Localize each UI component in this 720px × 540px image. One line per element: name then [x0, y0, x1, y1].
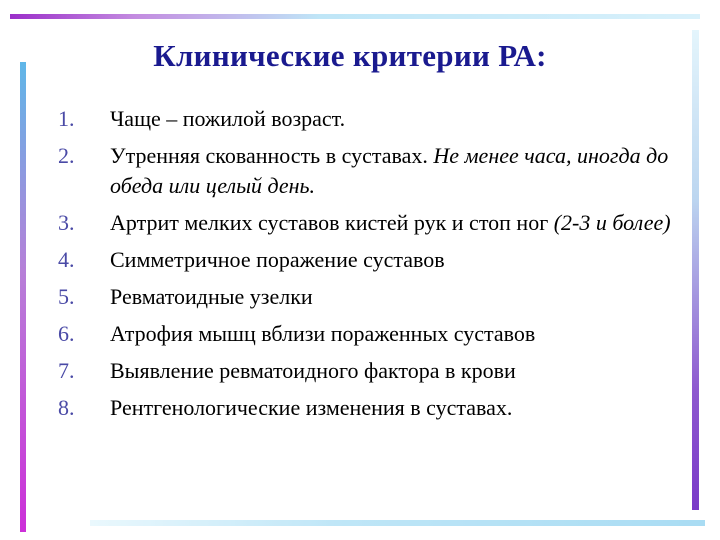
frame-right-bar	[692, 30, 699, 510]
item-text	[110, 208, 671, 238]
item-note: Не менее часа, иногда до обеда или целый день.	[110, 143, 669, 198]
item-main-text: Ревматоидные узелки	[110, 284, 313, 309]
criteria-list	[58, 104, 678, 430]
item-number: 4.	[58, 247, 75, 272]
list-item	[58, 245, 678, 275]
item-text	[110, 319, 535, 349]
item-main-text: Атрофия мышц вблизи пораженных суставов	[110, 321, 536, 346]
item-number: 2.	[58, 143, 75, 168]
frame-top-bar	[10, 14, 700, 19]
frame-bottom-bar	[90, 520, 705, 526]
item-main-text: Рентгенологические изменения в суставах.	[110, 395, 513, 420]
item-main-text: Симметричное поражение суставов	[110, 247, 445, 272]
item-text	[110, 356, 516, 386]
item-main-text: Чаще – пожилой возраст.	[110, 106, 346, 131]
item-text	[110, 141, 678, 201]
item-main-text: Выявление ревматоидного фактора в крови	[110, 358, 516, 383]
item-main-text: Утренняя скованность в суставах.	[110, 143, 434, 168]
item-number: 5.	[58, 284, 75, 309]
slide-title: Клинические критерии РА:	[153, 38, 547, 73]
item-main-text: Артрит мелких суставов кистей рук и стоп ног	[110, 210, 554, 235]
item-text	[110, 393, 512, 423]
item-number: 8.	[58, 395, 75, 420]
item-text	[110, 282, 313, 312]
item-number: 7.	[58, 358, 75, 383]
item-number: 3.	[58, 210, 75, 235]
list-item	[58, 141, 678, 201]
item-number: 1.	[58, 106, 75, 131]
item-note: (2-3 и более)	[553, 210, 671, 235]
list-item	[58, 282, 678, 312]
list-item	[58, 208, 678, 238]
list-item	[58, 393, 678, 423]
list-item	[58, 104, 678, 134]
item-number: 6.	[58, 321, 75, 346]
item-text	[110, 104, 345, 134]
item-text	[110, 245, 445, 275]
list-item	[58, 356, 678, 386]
list-item	[58, 319, 678, 349]
frame-left-bar	[20, 62, 26, 532]
